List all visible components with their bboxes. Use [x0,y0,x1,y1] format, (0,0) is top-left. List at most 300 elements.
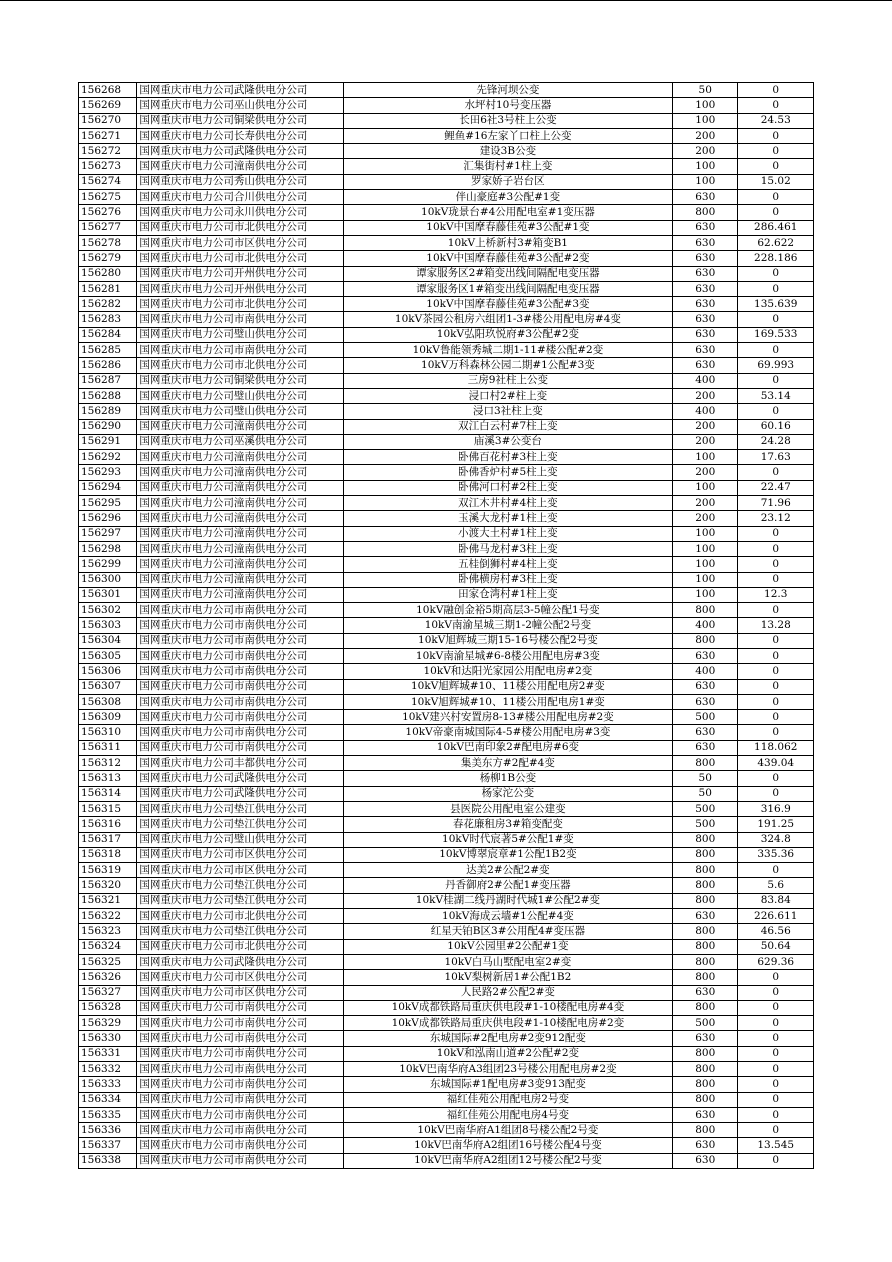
cell-capacity: 400 [673,373,738,388]
cell-name: 10kV珑景台#4公用配电室#1变压器 [343,205,672,220]
cell-capacity: 100 [673,526,738,541]
cell-id: 156318 [79,847,137,862]
cell-org: 国网重庆市电力公司潼南供电分公司 [137,587,343,602]
table-row [79,786,814,801]
table-row [79,603,814,618]
cell-name: 10kV南渝星城三期1-2幢公配2号变 [343,618,672,633]
cell-org: 国网重庆市电力公司市区供电分公司 [137,235,343,250]
cell-id: 156306 [79,664,137,679]
cell-load: 0 [738,526,814,541]
cell-id: 156293 [79,465,137,480]
table-row [79,633,814,648]
cell-org: 国网重庆市电力公司潼南供电分公司 [137,511,343,526]
cell-load: 629.36 [738,954,814,969]
cell-capacity: 630 [673,327,738,342]
cell-org: 国网重庆市电力公司市南供电分公司 [137,618,343,633]
cell-name: 水坪村10号变压器 [343,98,672,113]
table-row [79,572,814,587]
cell-capacity: 50 [673,786,738,801]
cell-capacity: 200 [673,465,738,480]
cell-id: 156270 [79,113,137,128]
cell-load: 46.56 [738,924,814,939]
cell-load: 0 [738,710,814,725]
cell-id: 156291 [79,434,137,449]
cell-org: 国网重庆市电力公司市南供电分公司 [137,1031,343,1046]
cell-load: 0 [738,1077,814,1092]
cell-org: 国网重庆市电力公司市北供电分公司 [137,251,343,266]
cell-name: 春花廉租房3#箱变配变 [343,817,672,832]
cell-name: 10kV中国摩春藤佳苑#3公配#1变 [343,220,672,235]
cell-capacity: 100 [673,541,738,556]
table-row [79,174,814,189]
cell-id: 156310 [79,725,137,740]
cell-name: 东城国际#2配电房#2变912配变 [343,1031,672,1046]
cell-capacity: 800 [673,924,738,939]
cell-org: 国网重庆市电力公司垫江供电分公司 [137,817,343,832]
cell-org: 国网重庆市电力公司丰都供电分公司 [137,756,343,771]
cell-org: 国网重庆市电力公司垫江供电分公司 [137,924,343,939]
table-row [79,924,814,939]
table-row [79,756,814,771]
cell-capacity: 630 [673,985,738,1000]
cell-name: 丹香御府2#公配1#变压器 [343,878,672,893]
cell-capacity: 630 [673,220,738,235]
cell-id: 156308 [79,694,137,709]
cell-name: 卧佛百花村#3柱上变 [343,450,672,465]
cell-id: 156304 [79,633,137,648]
table-row [79,419,814,434]
cell-org: 国网重庆市电力公司武隆供电分公司 [137,786,343,801]
cell-id: 156305 [79,648,137,663]
cell-org: 国网重庆市电力公司市南供电分公司 [137,664,343,679]
cell-capacity: 800 [673,205,738,220]
cell-name: 庙溪3#公变台 [343,434,672,449]
cell-name: 达美2#公配2#变 [343,863,672,878]
cell-org: 国网重庆市电力公司武隆供电分公司 [137,144,343,159]
cell-org: 国网重庆市电力公司市南供电分公司 [137,1000,343,1015]
cell-id: 156322 [79,909,137,924]
cell-name: 10kV旭辉城#10、11楼公用配电房1#变 [343,694,672,709]
cell-org: 国网重庆市电力公司垫江供电分公司 [137,801,343,816]
cell-capacity: 630 [673,1153,738,1168]
table-row [79,190,814,205]
cell-id: 156279 [79,251,137,266]
cell-name: 卧佛马龙村#3柱上变 [343,541,672,556]
cell-load: 0 [738,1123,814,1138]
cell-id: 156296 [79,511,137,526]
cell-id: 156299 [79,557,137,572]
cell-load: 0 [738,98,814,113]
cell-capacity: 100 [673,450,738,465]
cell-load: 228.186 [738,251,814,266]
table-row [79,266,814,281]
cell-id: 156313 [79,771,137,786]
table-row [79,664,814,679]
cell-capacity: 200 [673,434,738,449]
cell-org: 国网重庆市电力公司市区供电分公司 [137,985,343,1000]
cell-org: 国网重庆市电力公司市南供电分公司 [137,1016,343,1031]
cell-capacity: 200 [673,496,738,511]
cell-name: 双江白云村#7柱上变 [343,419,672,434]
table-row [79,847,814,862]
table-row [79,878,814,893]
cell-capacity: 100 [673,113,738,128]
cell-load: 24.28 [738,434,814,449]
cell-id: 156315 [79,801,137,816]
cell-capacity: 630 [673,694,738,709]
cell-name: 罗家娇子岩台区 [343,174,672,189]
cell-org: 国网重庆市电力公司市区供电分公司 [137,970,343,985]
cell-id: 156332 [79,1062,137,1077]
cell-id: 156316 [79,817,137,832]
table-row [79,235,814,250]
cell-name: 县医院公用配电室公建变 [343,801,672,816]
cell-org: 国网重庆市电力公司市南供电分公司 [137,740,343,755]
cell-org: 国网重庆市电力公司合川供电分公司 [137,190,343,205]
cell-capacity: 800 [673,1062,738,1077]
cell-name: 10kV巴南华府A3组团23号楼公用配电房#2变 [343,1062,672,1077]
cell-org: 国网重庆市电力公司市北供电分公司 [137,297,343,312]
table-row [79,1077,814,1092]
cell-org: 国网重庆市电力公司开州供电分公司 [137,281,343,296]
cell-load: 0 [738,1016,814,1031]
cell-load: 0 [738,725,814,740]
cell-capacity: 100 [673,572,738,587]
cell-id: 156311 [79,740,137,755]
table-row [79,434,814,449]
cell-capacity: 800 [673,863,738,878]
table-row [79,205,814,220]
cell-name: 10kV梨树新居1#公配1B2 [343,970,672,985]
cell-load: 0 [738,694,814,709]
cell-org: 国网重庆市电力公司市南供电分公司 [137,710,343,725]
cell-org: 国网重庆市电力公司市南供电分公司 [137,312,343,327]
table-row [79,373,814,388]
cell-id: 156290 [79,419,137,434]
cell-load: 0 [738,1107,814,1122]
cell-name: 10kV和泓南山道#2公配#2变 [343,1046,672,1061]
cell-load: 169.533 [738,327,814,342]
cell-org: 国网重庆市电力公司市区供电分公司 [137,863,343,878]
cell-name: 杨家沱公变 [343,786,672,801]
cell-capacity: 100 [673,159,738,174]
cell-load: 316.9 [738,801,814,816]
cell-org: 国网重庆市电力公司璧山供电分公司 [137,388,343,403]
cell-load: 13.28 [738,618,814,633]
cell-capacity: 630 [673,679,738,694]
cell-name: 10kV上桥新村3#箱变B1 [343,235,672,250]
cell-id: 156275 [79,190,137,205]
cell-id: 156289 [79,404,137,419]
table-row [79,450,814,465]
table-row [79,465,814,480]
cell-name: 谭家服务区2#箱变出线间隔配电变压器 [343,266,672,281]
cell-name: 10kV帝豪南城国际4-5#楼公用配电房#3变 [343,725,672,740]
cell-org: 国网重庆市电力公司潼南供电分公司 [137,496,343,511]
table-row [79,1031,814,1046]
cell-org: 国网重庆市电力公司市南供电分公司 [137,1138,343,1153]
cell-org: 国网重庆市电力公司潼南供电分公司 [137,526,343,541]
cell-capacity: 800 [673,832,738,847]
table-row [79,817,814,832]
cell-org: 国网重庆市电力公司市南供电分公司 [137,648,343,663]
cell-capacity: 630 [673,1031,738,1046]
cell-load: 0 [738,541,814,556]
cell-id: 156274 [79,174,137,189]
cell-load: 0 [738,190,814,205]
cell-id: 156277 [79,220,137,235]
cell-id: 156284 [79,327,137,342]
cell-name: 小渡大土村#1柱上变 [343,526,672,541]
cell-id: 156321 [79,893,137,908]
cell-id: 156288 [79,388,137,403]
cell-org: 国网重庆市电力公司市北供电分公司 [137,358,343,373]
cell-org: 国网重庆市电力公司潼南供电分公司 [137,480,343,495]
cell-load: 50.64 [738,939,814,954]
cell-org: 国网重庆市电力公司潼南供电分公司 [137,450,343,465]
table-row [79,511,814,526]
cell-org: 国网重庆市电力公司市南供电分公司 [137,1123,343,1138]
cell-org: 国网重庆市电力公司长寿供电分公司 [137,128,343,143]
cell-load: 0 [738,128,814,143]
cell-capacity: 800 [673,756,738,771]
cell-name: 10kV建兴村安置房8-13#楼公用配电房#2变 [343,710,672,725]
cell-name: 10kV巴南华府A2组团16号楼公配4号变 [343,1138,672,1153]
table-row [79,679,814,694]
cell-load: 0 [738,557,814,572]
cell-org: 国网重庆市电力公司垫江供电分公司 [137,893,343,908]
cell-org: 国网重庆市电力公司市南供电分公司 [137,1062,343,1077]
cell-name: 10kV巴南华府A2组团12号楼公配2号变 [343,1153,672,1168]
table-row [79,1138,814,1153]
table-row [79,970,814,985]
cell-org: 国网重庆市电力公司市南供电分公司 [137,603,343,618]
table-row [79,404,814,419]
cell-name: 田家仓湾村#1柱上变 [343,587,672,602]
cell-capacity: 800 [673,939,738,954]
cell-name: 10kV弘阳玖悦府#3公配#2变 [343,327,672,342]
cell-id: 156326 [79,970,137,985]
cell-capacity: 100 [673,98,738,113]
table-row [79,771,814,786]
cell-capacity: 200 [673,128,738,143]
cell-capacity: 800 [673,970,738,985]
cell-org: 国网重庆市电力公司市北供电分公司 [137,909,343,924]
cell-name: 谭家服务区1#箱变出线间隔配电变压器 [343,281,672,296]
cell-id: 156331 [79,1046,137,1061]
table-row [79,358,814,373]
cell-load: 0 [738,679,814,694]
cell-load: 0 [738,1062,814,1077]
table-row [79,985,814,1000]
cell-org: 国网重庆市电力公司潼南供电分公司 [137,557,343,572]
table-row [79,251,814,266]
cell-load: 226.611 [738,909,814,924]
table-row [79,893,814,908]
cell-id: 156297 [79,526,137,541]
cell-capacity: 500 [673,817,738,832]
cell-name: 10kV博翠宸章#1公配1B2变 [343,847,672,862]
cell-capacity: 400 [673,664,738,679]
cell-load: 0 [738,83,814,98]
cell-load: 0 [738,159,814,174]
cell-capacity: 200 [673,144,738,159]
table-row [79,98,814,113]
cell-load: 0 [738,1031,814,1046]
cell-org: 国网重庆市电力公司市北供电分公司 [137,939,343,954]
cell-org: 国网重庆市电力公司武隆供电分公司 [137,954,343,969]
cell-capacity: 800 [673,954,738,969]
cell-name: 10kV旭辉城三期15-16号楼公配2号变 [343,633,672,648]
cell-org: 国网重庆市电力公司永川供电分公司 [137,205,343,220]
cell-load: 13.545 [738,1138,814,1153]
cell-name: 汇集街村#1柱上变 [343,159,672,174]
table-row [79,618,814,633]
cell-load: 0 [738,1000,814,1015]
cell-id: 156287 [79,373,137,388]
cell-name: 10kV海成云墙#1公配#4变 [343,909,672,924]
cell-org: 国网重庆市电力公司潼南供电分公司 [137,465,343,480]
cell-name: 先锋河坝公变 [343,83,672,98]
table-row [79,83,814,98]
cell-id: 156333 [79,1077,137,1092]
cell-org: 国网重庆市电力公司璧山供电分公司 [137,404,343,419]
cell-load: 53.14 [738,388,814,403]
table-row [79,909,814,924]
cell-capacity: 800 [673,1046,738,1061]
cell-id: 156337 [79,1138,137,1153]
cell-org: 国网重庆市电力公司璧山供电分公司 [137,327,343,342]
cell-org: 国网重庆市电力公司巫山供电分公司 [137,98,343,113]
cell-id: 156281 [79,281,137,296]
cell-capacity: 50 [673,771,738,786]
cell-id: 156295 [79,496,137,511]
cell-org: 国网重庆市电力公司武隆供电分公司 [137,83,343,98]
cell-id: 156319 [79,863,137,878]
table-row [79,297,814,312]
table-row [79,725,814,740]
cell-load: 135.639 [738,297,814,312]
cell-load: 0 [738,786,814,801]
table-row [79,220,814,235]
cell-id: 156325 [79,954,137,969]
table-row [79,587,814,602]
cell-capacity: 800 [673,878,738,893]
cell-id: 156282 [79,297,137,312]
cell-org: 国网重庆市电力公司秀山供电分公司 [137,174,343,189]
table-row [79,863,814,878]
cell-load: 0 [738,863,814,878]
cell-load: 0 [738,1153,814,1168]
cell-org: 国网重庆市电力公司市南供电分公司 [137,725,343,740]
cell-capacity: 100 [673,587,738,602]
cell-name: 10kV成都铁路局重庆供电段#1-10楼配电房#2变 [343,1016,672,1031]
table-row [79,1153,814,1168]
cell-capacity: 100 [673,480,738,495]
cell-load: 0 [738,373,814,388]
cell-org: 国网重庆市电力公司市南供电分公司 [137,633,343,648]
cell-name: 杨柳1B公变 [343,771,672,786]
cell-name: 伴山豪庭#3公配#1变 [343,190,672,205]
cell-capacity: 50 [673,83,738,98]
table-row [79,1092,814,1107]
cell-id: 156271 [79,128,137,143]
cell-id: 156309 [79,710,137,725]
cell-name: 10kV万科森林公园二期#1公配#3变 [343,358,672,373]
cell-org: 国网重庆市电力公司市南供电分公司 [137,694,343,709]
cell-id: 156303 [79,618,137,633]
cell-load: 12.3 [738,587,814,602]
cell-name: 10kV时代宸著5#公配1#变 [343,832,672,847]
table-row [79,541,814,556]
cell-capacity: 800 [673,1092,738,1107]
cell-id: 156280 [79,266,137,281]
cell-capacity: 630 [673,1107,738,1122]
cell-load: 0 [738,985,814,1000]
cell-org: 国网重庆市电力公司市南供电分公司 [137,1077,343,1092]
cell-org: 国网重庆市电力公司市南供电分公司 [137,679,343,694]
cell-load: 22.47 [738,480,814,495]
cell-capacity: 800 [673,603,738,618]
cell-id: 156320 [79,878,137,893]
cell-name: 建设3B公变 [343,144,672,159]
cell-capacity: 630 [673,266,738,281]
cell-id: 156330 [79,1031,137,1046]
cell-capacity: 200 [673,419,738,434]
cell-id: 156329 [79,1016,137,1031]
cell-capacity: 630 [673,190,738,205]
cell-id: 156269 [79,98,137,113]
cell-id: 156292 [79,450,137,465]
cell-name: 浸口村2#柱上变 [343,388,672,403]
transformer-table [78,82,814,1169]
cell-capacity: 200 [673,511,738,526]
cell-org: 国网重庆市电力公司潼南供电分公司 [137,541,343,556]
cell-name: 玉溪大龙村#1柱上变 [343,511,672,526]
cell-load: 0 [738,572,814,587]
cell-load: 191.25 [738,817,814,832]
table-row [79,312,814,327]
cell-name: 卧佛横房村#3柱上变 [343,572,672,587]
cell-load: 324.8 [738,832,814,847]
cell-capacity: 630 [673,648,738,663]
cell-load: 5.6 [738,878,814,893]
table-row [79,128,814,143]
table-row [79,1046,814,1061]
cell-id: 156307 [79,679,137,694]
cell-name: 红星天铂B区3#公用配4#变压器 [343,924,672,939]
cell-org: 国网重庆市电力公司璧山供电分公司 [137,832,343,847]
cell-capacity: 630 [673,312,738,327]
cell-name: 10kV中国摩春藤佳苑#3公配#2变 [343,251,672,266]
cell-name: 10kV桂湖二线丹湖时代城1#公配2#变 [343,893,672,908]
cell-org: 国网重庆市电力公司垫江供电分公司 [137,878,343,893]
cell-name: 浸口3社柱上变 [343,404,672,419]
cell-id: 156301 [79,587,137,602]
cell-capacity: 800 [673,633,738,648]
cell-load: 0 [738,144,814,159]
cell-load: 83.84 [738,893,814,908]
cell-id: 156336 [79,1123,137,1138]
cell-load: 69.993 [738,358,814,373]
cell-name: 10kV白马山墅配电室2#变 [343,954,672,969]
cell-load: 0 [738,281,814,296]
cell-load: 0 [738,664,814,679]
cell-org: 国网重庆市电力公司市南供电分公司 [137,1107,343,1122]
cell-id: 156323 [79,924,137,939]
cell-name: 三房9社柱上公变 [343,373,672,388]
cell-org: 国网重庆市电力公司市区供电分公司 [137,847,343,862]
